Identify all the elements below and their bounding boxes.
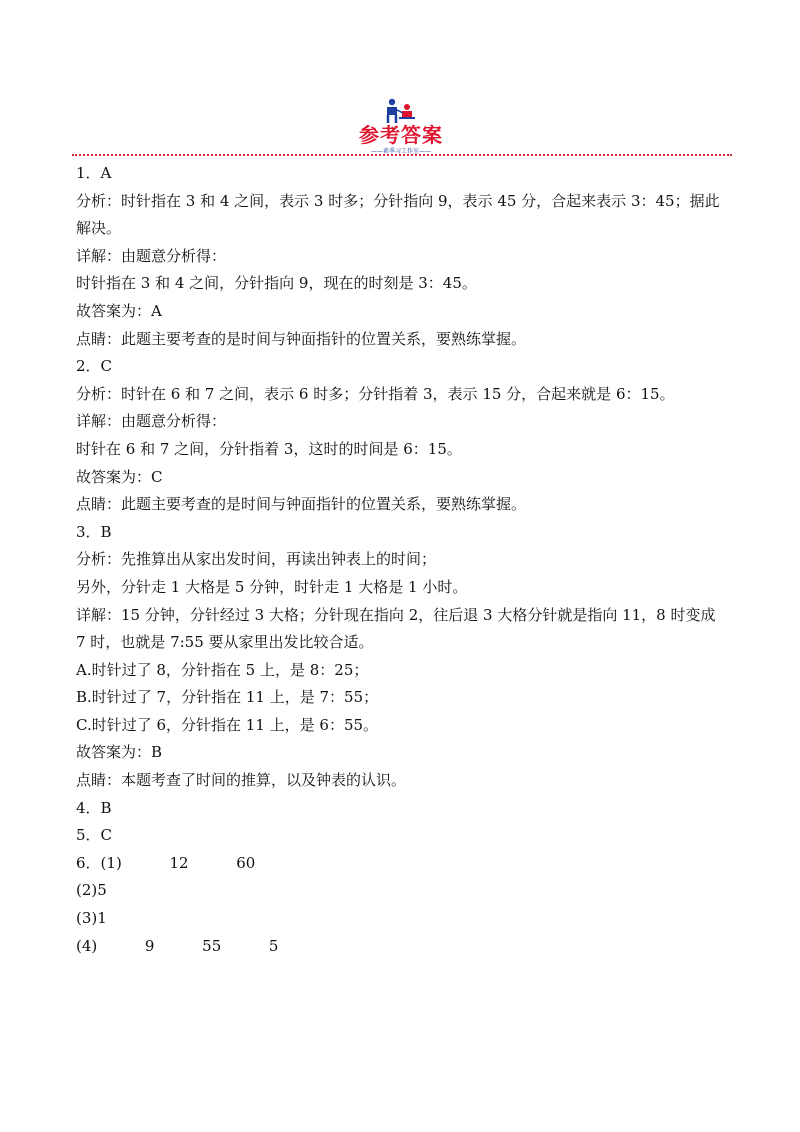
answer-line: 详解：15 分钟，分针经过 3 大格；分针现在指向 2，往后退 3 大格分针就是指向 11，8 时变成	[76, 605, 716, 624]
answer-line: 点睛：本题考查了时间的推算，以及钟表的认识。	[76, 771, 407, 790]
answer-line: B.时针过了 7，分针指在 11 上，是 7：55；	[76, 688, 379, 707]
answer-line: A.时针过了 8，分针指在 5 上，是 8：25；	[76, 660, 369, 679]
page-header	[0, 96, 800, 160]
answer-content	[76, 160, 736, 960]
answer-line: 点睛：此题主要考查的是时间与钟面指针的位置关系，要熟练掌握。	[76, 329, 527, 348]
answer-line: 2．C	[76, 357, 113, 376]
answer-line: 时针在 6 和 7 之间，分针指着 3，这时的时间是 6：15。	[76, 439, 462, 458]
answer-line: 5．C	[76, 826, 113, 845]
study-figure-icon	[383, 98, 417, 124]
answer-line: 故答案为：A	[76, 301, 162, 320]
answer-line: 1．A	[76, 164, 112, 182]
answer-logo	[353, 96, 449, 158]
answer-line: 另外，分针走 1 大格是 5 分钟，时针走 1 大格是 1 小时。	[76, 577, 468, 596]
header-divider	[72, 154, 732, 156]
answer-line: 分析：时针指在 3 和 4 之间，表示 3 时多；分针指向 9，表示 45 分，合起来表示 3：45；据此	[76, 191, 720, 210]
answer-line: (4) 9 55 5	[76, 936, 279, 955]
answer-line: 点睛：此题主要考查的是时间与钟面指针的位置关系，要熟练掌握。	[76, 495, 527, 514]
answer-line: 故答案为：C	[76, 467, 163, 486]
answer-line: C.时针过了 6，分针指在 11 上，是 6：55。	[76, 715, 379, 734]
answer-line: (2)5	[76, 881, 107, 900]
answer-line: 分析：时针在 6 和 7 之间，表示 6 时多；分针指着 3，表示 15 分，合起来就是 6：15。	[76, 384, 675, 403]
answer-line: 详解：由题意分析得：	[76, 412, 227, 431]
answer-logo-title: 参考答案	[359, 123, 443, 147]
answer-line: 故答案为：B	[76, 743, 163, 762]
answer-line: 6．(1) 12 60	[76, 853, 256, 872]
answer-line: 4．B	[76, 798, 112, 817]
answer-line: 时针指在 3 和 4 之间，分针指向 9，现在的时刻是 3：45。	[76, 274, 477, 293]
answer-logo-subtitle: ——素季习工作室——	[370, 148, 431, 155]
answer-line: 分析：先推算出从家出发时间，再读出钟表上的时间；	[76, 550, 437, 569]
answer-line: (3)1	[76, 909, 107, 928]
answer-line: 3．B	[76, 522, 112, 541]
answer-line: 解决。	[76, 219, 122, 238]
answer-line: 7 时，也就是 7:55 要从家里出发比较合适。	[76, 633, 374, 652]
answer-line: 详解：由题意分析得：	[76, 246, 227, 265]
